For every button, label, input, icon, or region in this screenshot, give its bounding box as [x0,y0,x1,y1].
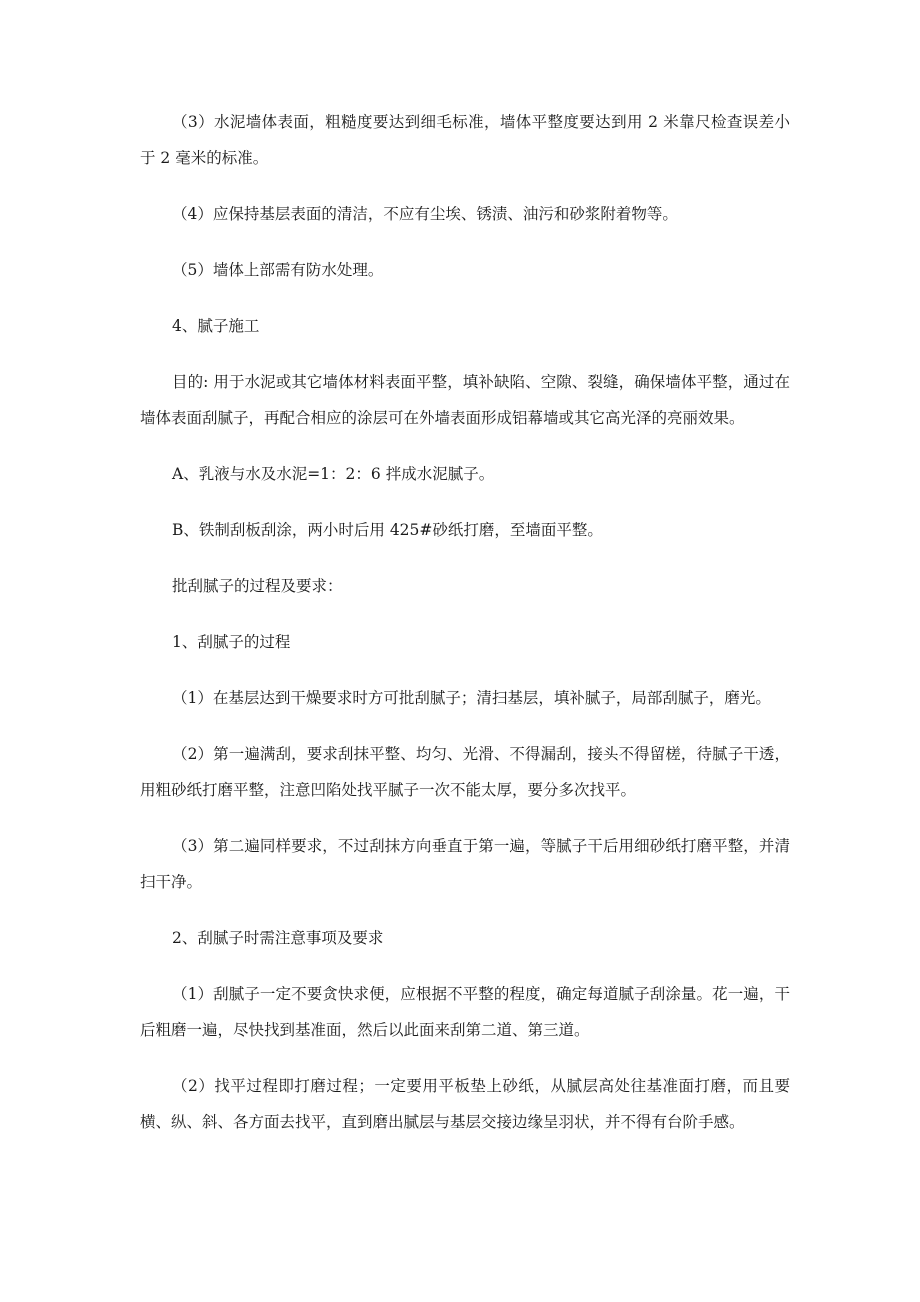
document-body [140,104,790,1160]
paragraph-note-1: （1）刮腻子一定不要贪快求便，应根据不平整的程度，确定每道腻子刮涂量。花一遍，干后粗磨一遍，尽快找到基准面，然后以此面来刮第二道、第三道。 [140,985,790,1039]
section-heading-putty-construction: 4、腻子施工 [172,317,260,335]
paragraph-purpose: 目的: 用于水泥或其它墙体材料表面平整，填补缺陷、空隙、裂缝，确保墙体平整，通过在墙体表面刮腻子，再配合相应的涂层可在外墙表面形成铝幕墙或其它高光泽的亮丽效果。 [140,373,790,427]
paragraph-note-2: （2）找平过程即打磨过程；一定要用平板垫上砂纸，从腻层高处往基准面打磨，而且要横、纵、斜、各方面去找平，直到磨出腻层与基层交接边缘呈羽状，并不得有台阶手感。 [140,1077,790,1131]
paragraph-process-requirements-heading: 批刮腻子的过程及要求： [172,577,343,595]
subsection-heading-putty-process: 1、刮腻子的过程 [172,633,291,651]
paragraph-item-4-cleanliness: （4）应保持基层表面的清洁，不应有尘埃、锈渍、油污和砂浆附着物等。 [172,205,678,223]
paragraph-item-a-mix-ratio: A、乳液与水及水泥=1：2：6 拌成水泥腻子。 [172,465,495,483]
paragraph-process-step-1: （1）在基层达到干燥要求时方可批刮腻子；清扫基层，填补腻子，局部刮腻子，磨光。 [172,689,771,707]
subsection-heading-notes-requirements: 2、刮腻子时需注意事项及要求 [172,929,384,947]
paragraph-item-3-roughness: （3）水泥墙体表面，粗糙度要达到细毛标准，墙体平整度要达到用 2 米靠尺检查误差小于 2 毫米的标准。 [140,113,790,167]
paragraph-process-step-2: （2）第一遍满刮，要求刮抹平整、均匀、光滑、不得漏刮，接头不得留槎，待腻子干透，用粗砂纸打磨平整，注意凹陷处找平腻子一次不能太厚，要分多次找平。 [140,745,790,799]
paragraph-item-5-waterproofing: （5）墙体上部需有防水处理。 [172,261,384,279]
paragraph-item-b-scraping: B、铁制刮板刮涂，两小时后用 425#砂纸打磨，至墙面平整。 [172,521,603,539]
paragraph-process-step-3: （3）第二遍同样要求，不过刮抹方向垂直于第一遍，等腻子干后用细砂纸打磨平整，并清扫干净。 [140,837,790,891]
